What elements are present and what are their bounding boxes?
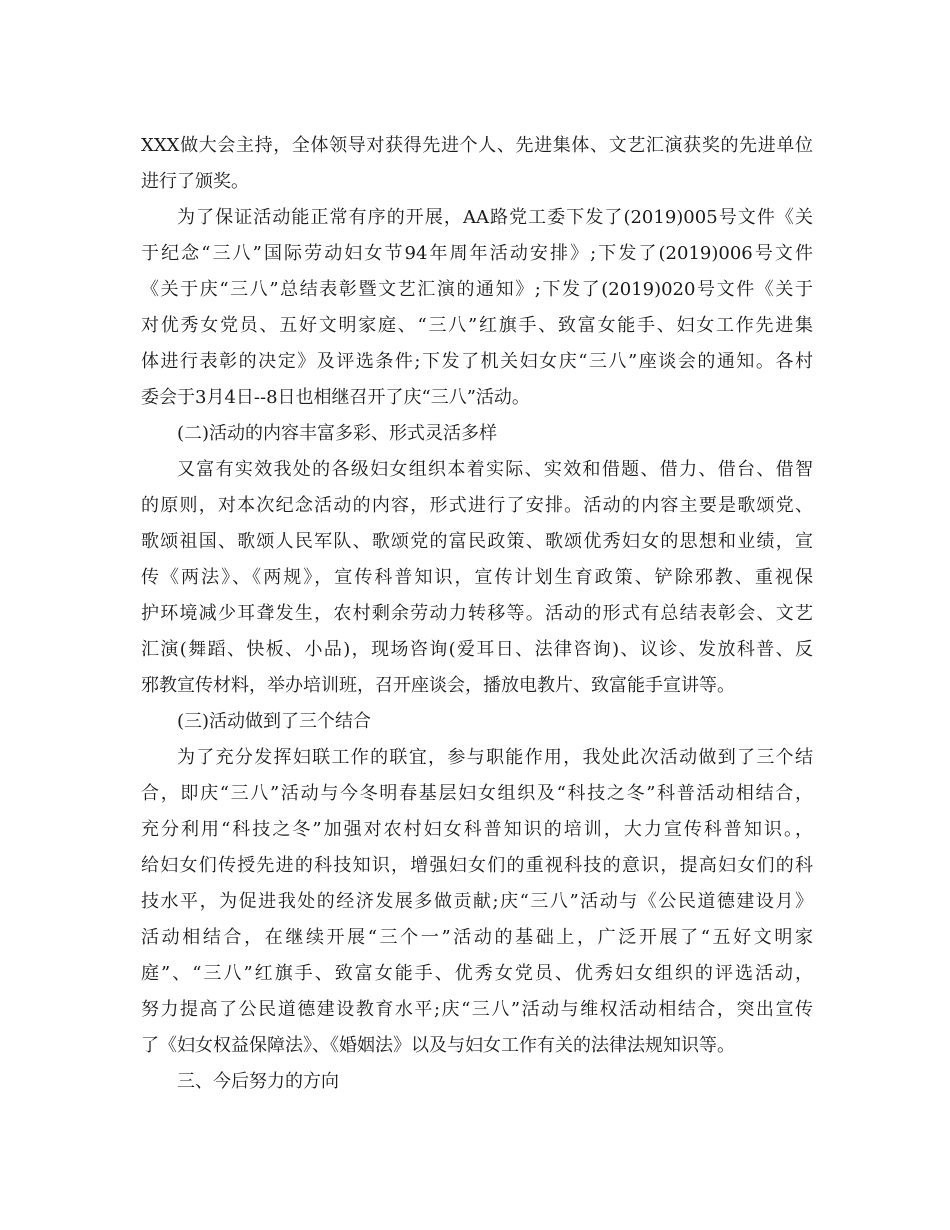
text-line: 护环境减少耳聋发生，农村剩余劳动力转移等。活动的形式有总结表彰会、文艺	[141, 603, 813, 624]
text-line: 《关于庆“三八”总结表彰暨文艺汇演的通知》;下发了(2019)020号文件《关于	[141, 279, 813, 300]
text-line: (三)活动做到了三个结合	[177, 711, 372, 732]
text-line: 对优秀女党员、五好文明家庭、“三八”红旗手、致富女能手、妇女工作先进集	[141, 315, 813, 336]
text-line: 委会于3月4日--8日也相继召开了庆“三八”活动。	[141, 387, 530, 408]
text-line: 技水平，为促进我处的经济发展多做贡献;庆“三八”活动与《公民道德建设月》	[141, 891, 813, 912]
text-line: 又富有实效我处的各级妇女组织本着实际、实效和借题、借力、借台、借智	[177, 459, 813, 480]
text-line: 的原则，对本次纪念活动的内容，形式进行了安排。活动的内容主要是歌颂党、	[141, 495, 813, 516]
text-line: 邪教宣传材料，举办培训班，召开座谈会，播放电教片、致富能手宣讲等。	[141, 675, 735, 696]
text-line: 为了保证活动能正常有序的开展，AA路党工委下发了(2019)005号文件《关	[177, 207, 813, 228]
text-line: 庭”、“三八”红旗手、致富女能手、优秀女党员、优秀妇女组织的评选活动，	[141, 963, 813, 984]
text-line: 给妇女们传授先进的科技知识，增强妇女们的重视科技的意识，提高妇女们的科	[141, 855, 813, 876]
document-body	[141, 128, 813, 1100]
text-line: 努力提高了公民道德建设教育水平;庆“三八”活动与维权活动相结合，突出宣传	[141, 999, 813, 1020]
text-line: 体进行表彰的决定》及评选条件;下发了机关妇女庆“三八”座谈会的通知。各村	[141, 351, 813, 372]
text-line: 传《两法》、《两规》，宣传科普知识，宣传计划生育政策、铲除邪教、重视保	[141, 567, 813, 588]
text-line: 充分利用“科技之冬”加强对农村妇女科普知识的培训，大力宣传科普知识。，	[141, 819, 813, 840]
text-line: 活动相结合，在继续开展“三个一”活动的基础上，广泛开展了“五好文明家	[141, 927, 813, 948]
text-line: 了《妇女权益保障法》、《婚姻法》以及与妇女工作有关的法律法规知识等。	[141, 1035, 735, 1056]
text-line: 于纪念“三八”国际劳动妇女节94年周年活动安排》;下发了(2019)006号文件	[141, 243, 813, 264]
text-line: 为了充分发挥妇联工作的联宜，参与职能作用，我处此次活动做到了三个结	[177, 747, 813, 768]
text-line: (二)活动的内容丰富多彩、形式灵活多样	[177, 423, 498, 444]
text-line: 进行了颁奖。	[141, 171, 249, 192]
text-line: 歌颂祖国、歌颂人民军队、歌颂党的富民政策、歌颂优秀妇女的思想和业绩，宣	[141, 531, 813, 552]
text-line: 汇演(舞蹈、快板、小品)，现场咨询(爱耳日、法律咨询)、议诊、发放科普、反	[141, 639, 813, 660]
text-line: 合，即庆“三八”活动与今冬明春基层妇女组织及“科技之冬”科普活动相结合，	[141, 783, 813, 804]
text-line: XXX做大会主持，全体领导对获得先进个人、先进集体、文艺汇演获奖的先进单位	[141, 135, 813, 156]
text-line: 三、今后努力的方向	[177, 1071, 339, 1092]
